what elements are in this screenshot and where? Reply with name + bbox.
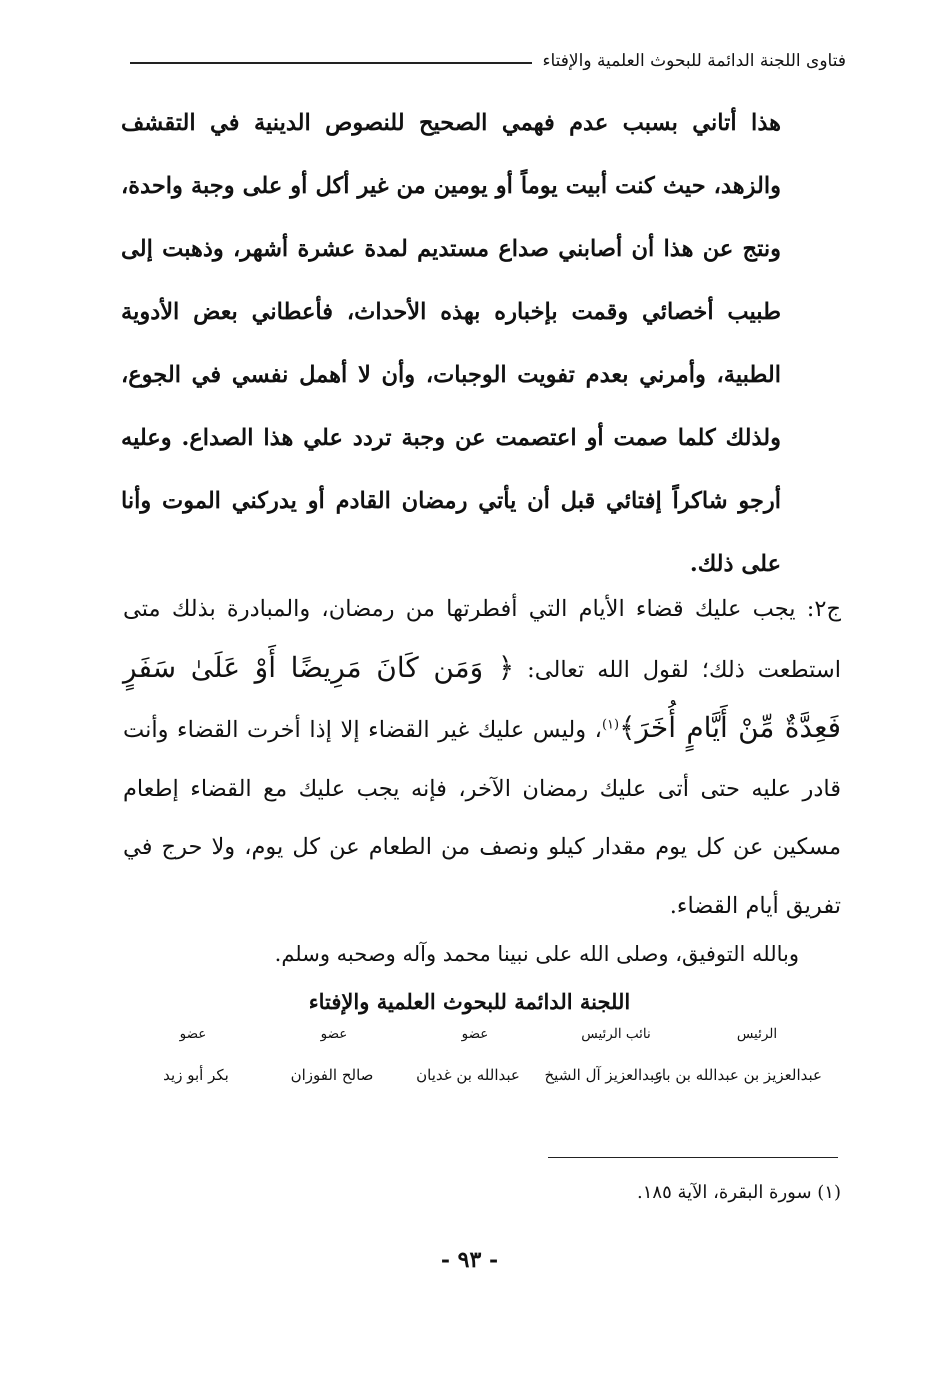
answer-paragraph <box>123 580 841 935</box>
name-member: بكر أبو زيد <box>163 1066 229 1084</box>
committee-title: اللجنة الدائمة للبحوث العلمية والإفتاء <box>308 989 631 1014</box>
question-text: هذا أتاني بسبب عدم فهمي الصحيح للنصوص الدينية في التقشف والزهد، حيث كنت أبيت يوماً أو يومين من غير أكل أو على وجبة واحدة، ونتج عن هذا أن أصابني صداع مستديم لمدة عشرة أشهر، وذهبت إلى طبيب أخصائي وقمت بإخباره بهذه الأحداث، فأعطاني بعض الأدوية الطبية، وأمرني بعدم تفويت الوجبات، وأن لا أهمل نفسي في الجوع، ولذلك كلما صمت أو اعتصمت عن وجبة تردد علي هذا الصداع. وعليه أرجو شاكراً إفتائي قبل أن يأتي رمضان القادم أو يدركني الموت وأنا على ذلك. <box>121 110 781 577</box>
footnote: (١) سورة البقرة، الآية ١٨٥. <box>637 1182 841 1203</box>
name-president: عبدالعزيز بن عبدالله بن باز <box>654 1066 822 1084</box>
role-member: عضو <box>461 1026 489 1042</box>
signatory-roles <box>128 1026 822 1042</box>
closing-line: وبالله التوفيق، وصلى الله على نبينا محمد وآله وصحبه وسلم. <box>274 942 799 966</box>
quran-verse: ﴿ وَمَن كَانَ مَرِيضًا أَوْ عَلَىٰ سَفَرٍ فَعِدَّةٌ مِّنْ أَيَّامٍ أُخَرَ﴾ <box>123 650 841 744</box>
role-president: الرئيس <box>736 1026 778 1042</box>
footnote-rule <box>548 1157 838 1158</box>
name-member: عبدالله بن غديان <box>416 1066 520 1084</box>
role-member: عضو <box>179 1026 207 1042</box>
running-header <box>130 46 846 76</box>
header-rule <box>130 62 532 64</box>
footnote-reference: (١) <box>601 717 620 733</box>
answer-part1: ج٢: يجب عليك قضاء الأيام التي أفطرتها من رمضان، والمبادرة بذلك متى استطعت ذلك؛ لقول الله تعالى: <box>123 596 841 683</box>
role-member: عضو <box>320 1026 348 1042</box>
page-number: - ٩٣ - <box>440 1247 499 1273</box>
answer-part2: ، وليس عليك غير القضاء إلا إذا أخرت القضاء وأنت قادر عليه حتى أتى عليك رمضان الآخر، فإنه يجب عليك مع القضاء إطعام مسكين عن كل يوم مقدار كيلو ونصف من الطعام عن كل يوم، ولا حرج في تفريق أيام القضاء. <box>123 717 841 919</box>
name-vice-president: عبدالعزيز آل الشيخ <box>544 1066 664 1084</box>
signatory-names <box>128 1066 822 1084</box>
role-vice-president: نائب الرئيس <box>581 1026 651 1042</box>
header-title: فتاوى اللجنة الدائمة للبحوث العلمية والإفتاء <box>542 51 846 71</box>
name-member: صالح الفوزان <box>290 1066 374 1084</box>
